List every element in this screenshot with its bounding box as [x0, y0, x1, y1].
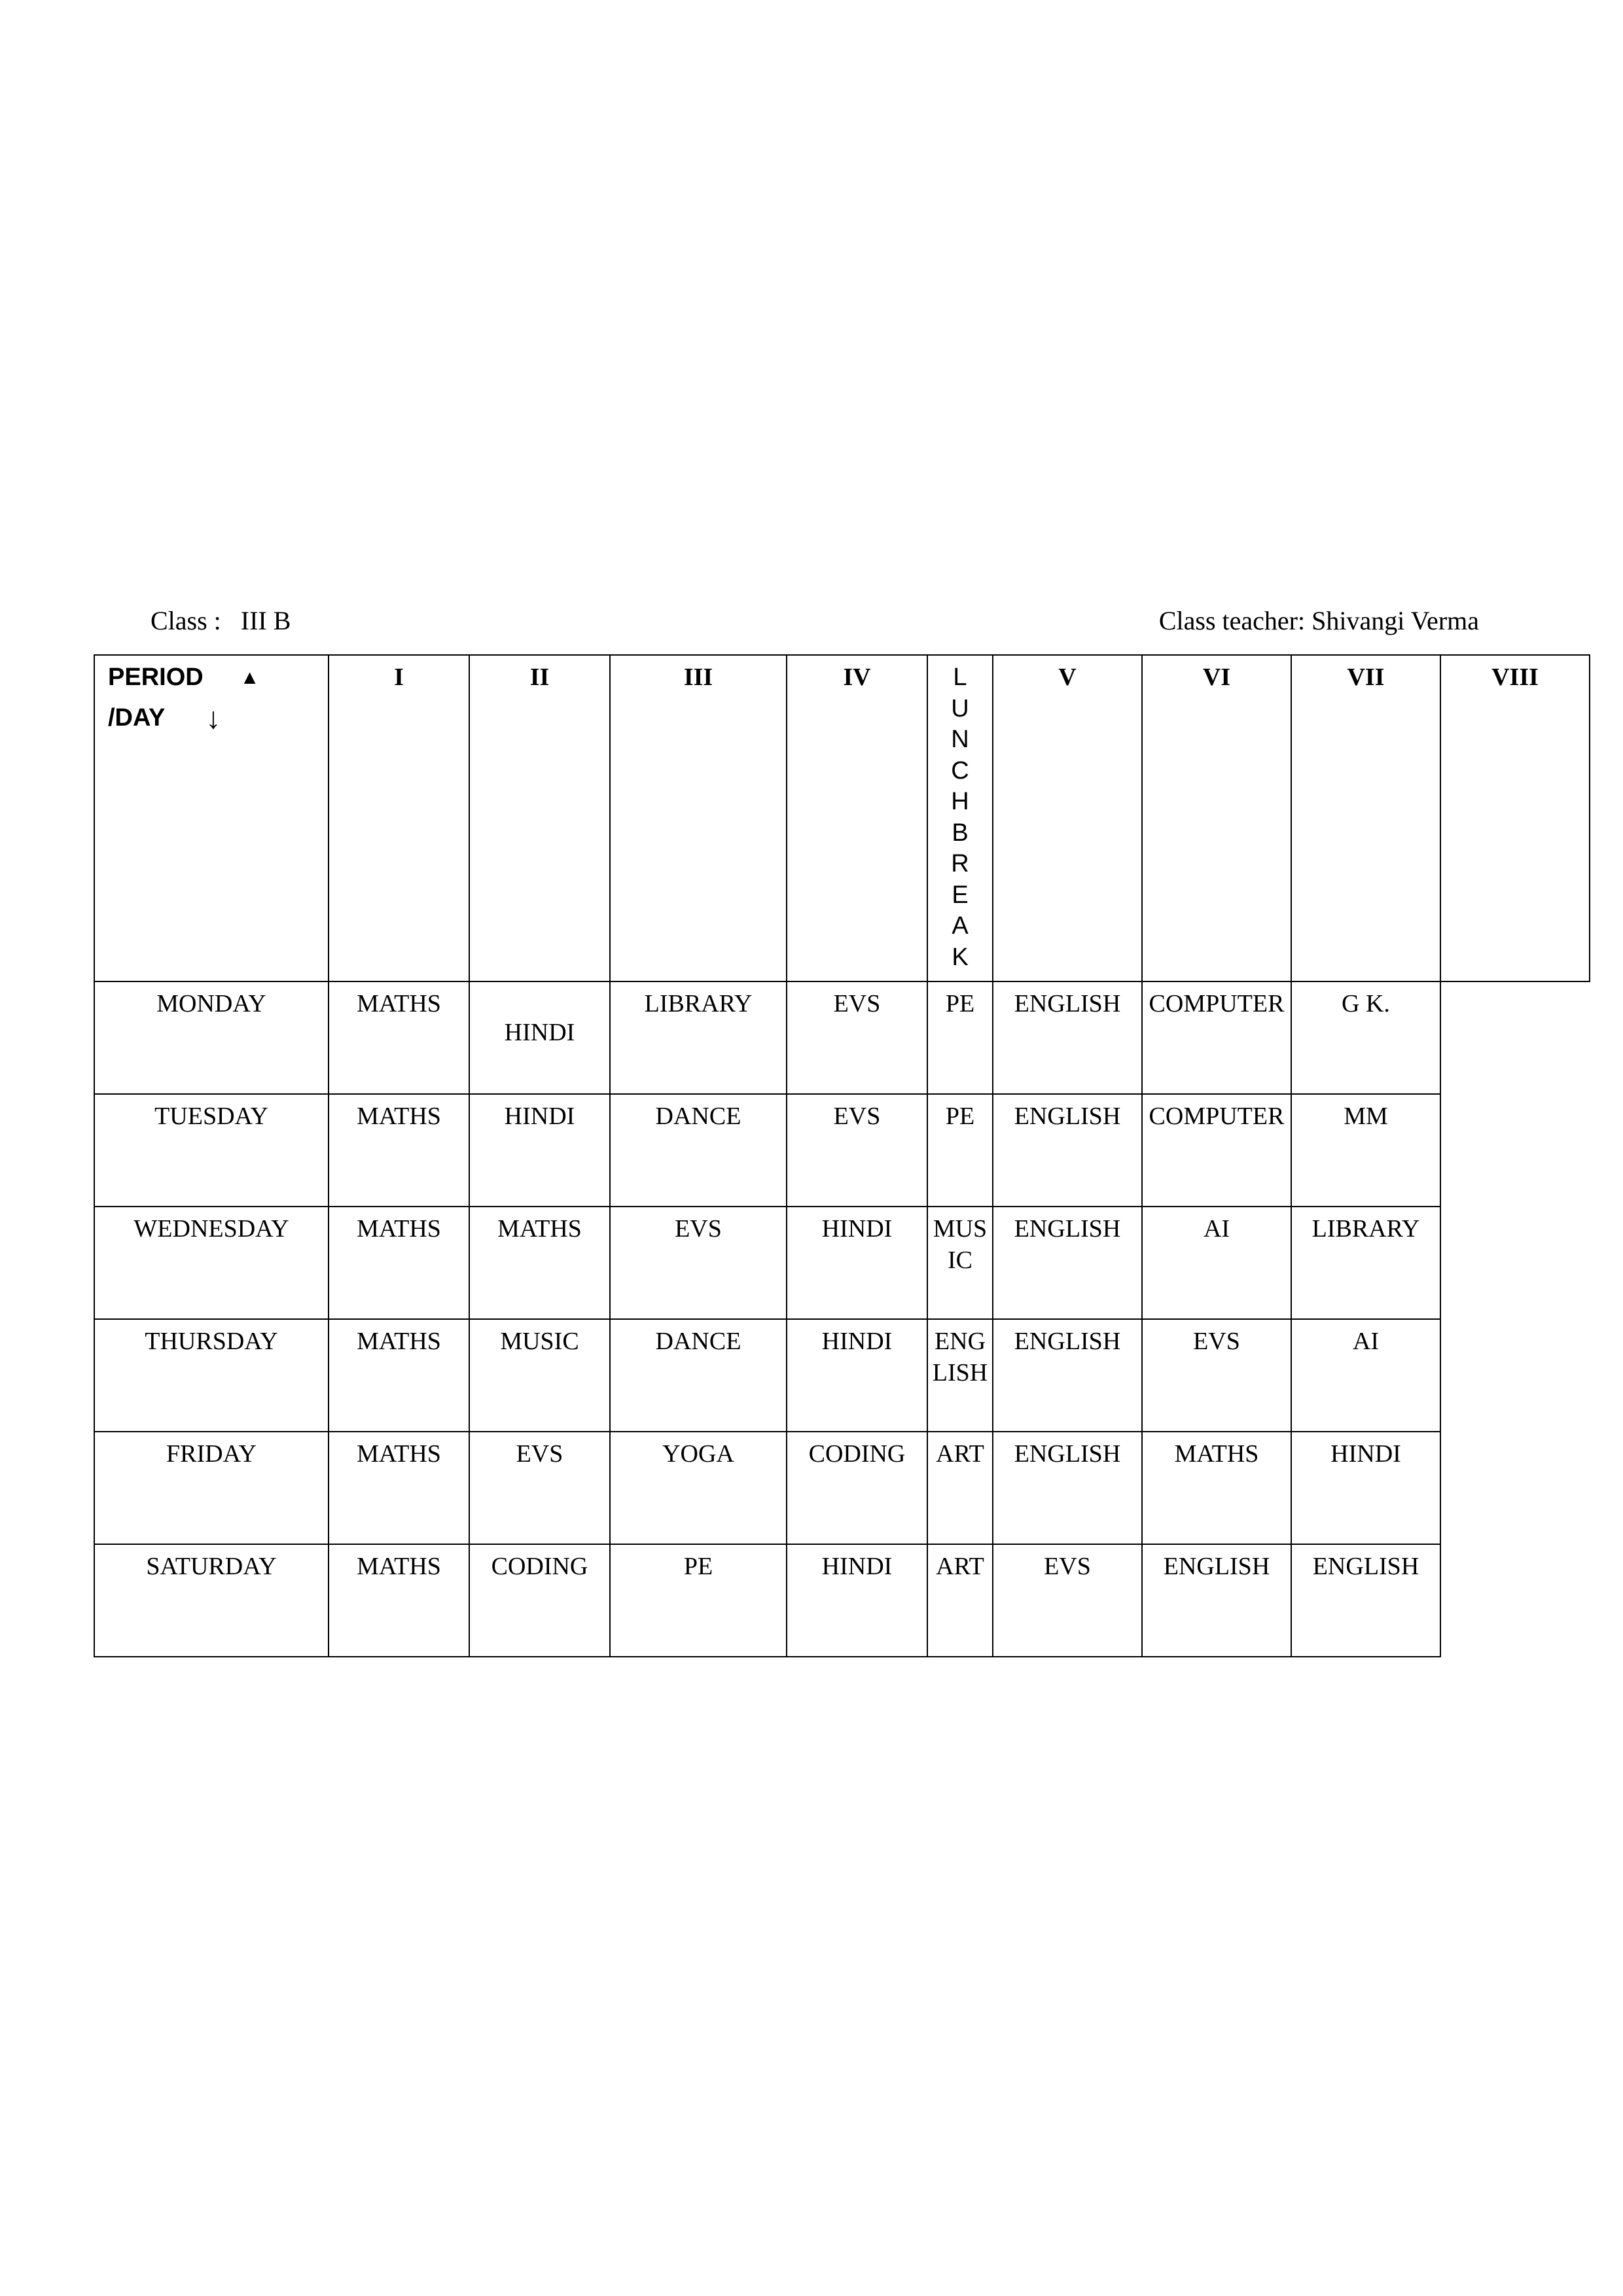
- subject-cell: HINDI: [787, 1544, 927, 1657]
- period-header-5: V: [993, 655, 1142, 981]
- day-name: THURSDAY: [94, 1319, 329, 1432]
- subject-cell: YOGA: [610, 1432, 787, 1544]
- subject-cell: CODING: [469, 1544, 610, 1657]
- subject-cell: PE: [927, 981, 993, 1094]
- day-name: TUESDAY: [94, 1094, 329, 1207]
- class-teacher-label: Class teacher: Shivangi Verma: [1158, 606, 1479, 635]
- subject-cell: PE: [927, 1094, 993, 1207]
- subject-cell: EVS: [469, 1432, 610, 1544]
- lunch-letter-2: U: [951, 694, 969, 722]
- table-row: [94, 1207, 1590, 1319]
- subject-cell: MATHS: [329, 1432, 469, 1544]
- subject-cell: EVS: [787, 1094, 927, 1207]
- period-header-2: II: [469, 655, 610, 981]
- lunch-letter-1: L: [953, 663, 967, 691]
- table-row: [94, 1544, 1590, 1657]
- subject-cell: CODING: [787, 1432, 927, 1544]
- subject-cell: HINDI: [787, 1207, 927, 1319]
- subject-cell: ENGLISH: [993, 1319, 1142, 1432]
- timetable-container: [94, 654, 1571, 1657]
- subject-cell: DANCE: [610, 1319, 787, 1432]
- subject-cell: ENGLISH: [993, 1207, 1142, 1319]
- subject-cell: COMPUTER: [1142, 981, 1291, 1094]
- document-header: [98, 605, 1577, 636]
- subject-cell: AI: [1291, 1319, 1440, 1432]
- period-header-7: VII: [1291, 655, 1440, 981]
- subject-cell: AI: [1142, 1207, 1291, 1319]
- subject-cell: ENGLISH: [1142, 1544, 1291, 1657]
- day-name: MONDAY: [94, 981, 329, 1094]
- class-label: Class : III B: [151, 606, 291, 635]
- subject-cell: DANCE: [610, 1094, 787, 1207]
- subject-cell: MATHS: [469, 1207, 610, 1319]
- subject-cell: EVS: [610, 1207, 787, 1319]
- subject-cell: LIBRARY: [610, 981, 787, 1094]
- lunch-letter-10: K: [952, 943, 969, 971]
- period-header-3: III: [610, 655, 787, 981]
- subject-cell: COMPUTER: [1142, 1094, 1291, 1207]
- lunch-letter-9: A: [952, 912, 969, 940]
- timetable-header-row: [94, 655, 1590, 981]
- subject-cell: ART: [927, 1432, 993, 1544]
- arrow-up-icon: ▲: [240, 666, 260, 688]
- period-header-1: I: [329, 655, 469, 981]
- subject-cell: ENGLISH: [927, 1319, 993, 1432]
- day-name: SATURDAY: [94, 1544, 329, 1657]
- lunch-letter-4: C: [951, 756, 969, 785]
- subject-cell: HINDI: [1291, 1432, 1440, 1544]
- table-row: [94, 981, 1590, 1094]
- subject-text: HINDI: [504, 1019, 575, 1046]
- period-header-8: VIII: [1440, 655, 1590, 981]
- arrow-down-icon: ↓: [205, 701, 221, 735]
- table-row: [94, 1094, 1590, 1207]
- subject-cell: PE: [610, 1544, 787, 1657]
- lunch-break-cell: [927, 655, 993, 981]
- subject-cell: HINDI: [469, 1094, 610, 1207]
- subject-cell: ENGLISH: [993, 1094, 1142, 1207]
- day-name: WEDNESDAY: [94, 1207, 329, 1319]
- lunch-letter-3: N: [951, 726, 969, 753]
- period-header-6: VI: [1142, 655, 1291, 981]
- period-header-4: IV: [787, 655, 927, 981]
- day-label: /DAY: [108, 703, 166, 732]
- subject-cell: EVS: [1142, 1319, 1291, 1432]
- subject-cell: ENGLISH: [993, 981, 1142, 1094]
- subject-cell: MM: [1291, 1094, 1440, 1207]
- timetable: [94, 654, 1590, 1657]
- subject-cell: HINDI: [787, 1319, 927, 1432]
- subject-cell: MUSIC: [469, 1319, 610, 1432]
- subject-cell: MUSIC: [927, 1207, 993, 1319]
- subject-cell: EVS: [787, 981, 927, 1094]
- subject-cell: MATHS: [1142, 1432, 1291, 1544]
- table-row: [94, 1319, 1590, 1432]
- lunch-letter-8: E: [952, 881, 969, 909]
- subject-cell: LIBRARY: [1291, 1207, 1440, 1319]
- subject-cell: MATHS: [329, 1207, 469, 1319]
- lunch-letter-5: H: [951, 788, 969, 815]
- period-day-corner: [94, 655, 329, 981]
- subject-cell: [469, 981, 610, 1094]
- subject-cell: G K.: [1291, 981, 1440, 1094]
- subject-cell: EVS: [993, 1544, 1142, 1657]
- period-label: PERIOD: [108, 663, 204, 691]
- subject-cell: ENGLISH: [1291, 1544, 1440, 1657]
- subject-cell: ART: [927, 1544, 993, 1657]
- day-name: FRIDAY: [94, 1432, 329, 1544]
- lunch-letter-6: B: [952, 819, 969, 847]
- table-row: [94, 1432, 1590, 1544]
- subject-cell: MATHS: [329, 1094, 469, 1207]
- subject-cell: MATHS: [329, 981, 469, 1094]
- subject-cell: MATHS: [329, 1319, 469, 1432]
- subject-cell: ENGLISH: [993, 1432, 1142, 1544]
- subject-cell: MATHS: [329, 1544, 469, 1657]
- lunch-letter-7: R: [951, 850, 969, 877]
